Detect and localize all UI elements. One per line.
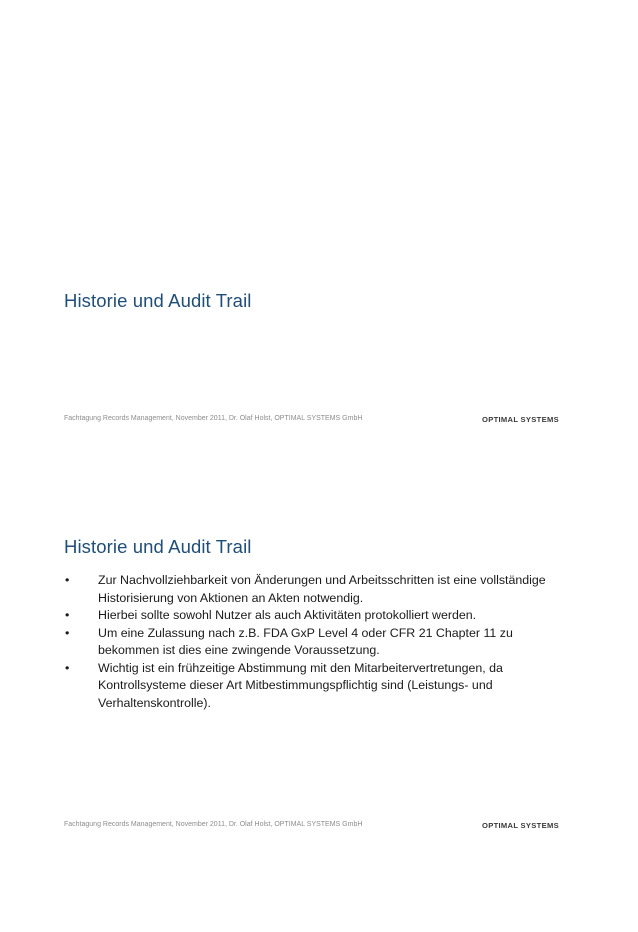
slide-1-title: Historie und Audit Trail bbox=[64, 290, 252, 311]
slide-2-footer: Fachtagung Records Management, November 2011, Dr. Olaf Holst, OPTIMAL SYSTEMS GmbH bbox=[64, 821, 363, 828]
slide-1-footer: Fachtagung Records Management, November 2011, Dr. Olaf Holst, OPTIMAL SYSTEMS GmbH bbox=[64, 415, 363, 422]
bullet-marker: • bbox=[65, 660, 70, 675]
slide-2-logo: OPTIMAL SYSTEMS bbox=[482, 821, 559, 830]
bullet-list bbox=[64, 572, 564, 712]
bullet-text: Um eine Zulassung nach z.B. FDA GxP Level 4 oder CFR 21 Chapter 11 zu bekommen ist dies eine zwingende Voraussetzung. bbox=[98, 625, 513, 657]
slide-2 bbox=[0, 466, 638, 932]
bullet-text: Wichtig ist ein frühzeitige Abstimmung mit den Mitarbeitervertretungen, da Kontrollsysteme dieser Art Mitbestimmungspflichtig sind (Leistungs- und Verhaltenskontrolle). bbox=[98, 660, 503, 710]
bullet-item bbox=[64, 625, 564, 660]
bullet-text: Zur Nachvollziehbarkeit von Änderungen und Arbeitsschritten ist eine vollständige Historisierung von Aktionen an Akten notwendig. bbox=[98, 573, 546, 605]
slide-2-title: Historie und Audit Trail bbox=[64, 536, 252, 557]
bullet-marker: • bbox=[65, 625, 70, 640]
slide-1-logo: OPTIMAL SYSTEMS bbox=[482, 415, 559, 424]
bullet-item bbox=[64, 572, 564, 607]
bullet-text: Hierbei sollte sowohl Nutzer als auch Aktivitäten protokolliert werden. bbox=[98, 608, 477, 622]
bullet-marker: • bbox=[65, 573, 70, 587]
bullet-item bbox=[64, 660, 564, 713]
bullet-marker: • bbox=[65, 608, 70, 622]
bullet-item bbox=[64, 607, 564, 625]
